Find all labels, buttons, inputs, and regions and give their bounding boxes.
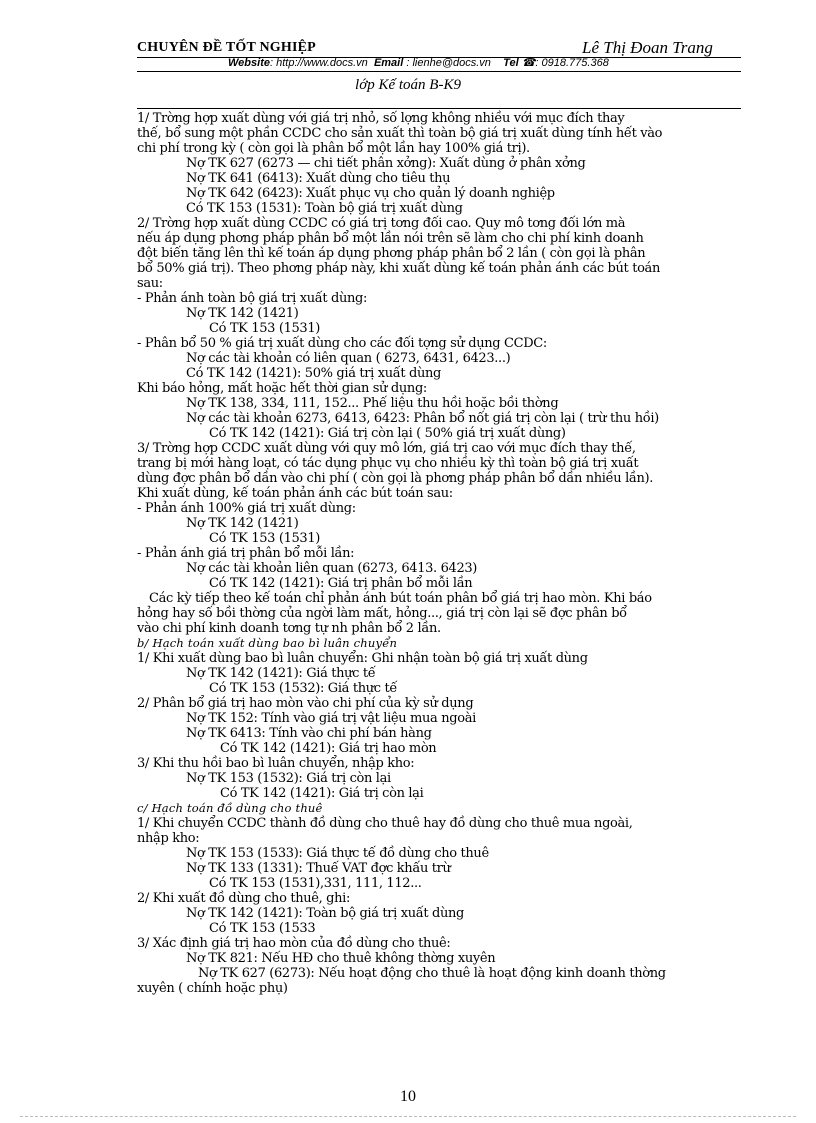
text-line: Nợ TK 153 (1532): Giá trị còn lại — [186, 771, 391, 786]
text-line: Có TK 142 (1421): 50% giá trị xuất dùng — [186, 366, 441, 381]
document-body — [137, 111, 741, 996]
text-line: 2/ Phân bổ giá trị hao mòn vào chi phí của kỳ sử dụng — [137, 696, 474, 711]
text-line: 3/ Khi thu hồi bao bì luân chuyển, nhập kho: — [137, 756, 415, 771]
text-line: vào chi phí kinh doanh tơng tự nh phân bổ 2 lần. — [137, 621, 441, 636]
text-line: - Phản ánh giá trị phân bổ mỗi lần: — [137, 546, 355, 561]
text-line: Có TK 153 (1531),331, 111, 112... — [209, 876, 422, 891]
text-line: Nợ các tài khoản có liên quan ( 6273, 6431, 6423...) — [186, 351, 511, 366]
section-heading: b/ Hạch toán xuất dùng bao bì luân chuyển — [137, 636, 398, 650]
text-line: - Phân bổ 50 % giá trị xuất dùng cho các đối tợng sử dụng CCDC: — [137, 336, 547, 351]
text-line: Nợ TK 133 (1331): Thuế VAT đợc khấu trừ — [186, 861, 451, 876]
text-line: Nợ các tài khoản 6273, 6413, 6423: Phân bổ nốt giá trị còn lại ( trừ thu hồi) — [186, 411, 659, 426]
text-line: Nợ TK 142 (1421): Toàn bộ giá trị xuất dùng — [186, 906, 465, 921]
text-line: Có TK 142 (1421): Giá trị còn lại ( 50% giá trị xuất dùng) — [209, 426, 566, 441]
text-line: Nợ TK 627 (6273): Nếu hoạt động cho thuê là hoạt động kinh doanh thờng — [198, 966, 666, 981]
text-line: Nợ TK 642 (6423): Xuất phục vụ cho quản lý doanh nghiệp — [186, 186, 555, 201]
text-line: Nợ TK 142 (1421) — [186, 306, 299, 321]
text-line: chi phí trong kỳ ( còn gọi là phân bổ một lần hay 100% giá trị). — [137, 141, 530, 156]
email-label: Email — [373, 57, 404, 69]
text-line: Khi xuất dùng, kế toán phản ánh các bút toán sau: — [137, 486, 453, 501]
text-line: Có TK 142 (1421): Giá trị hao mòn — [220, 741, 437, 756]
text-line: Nợ TK 641 (6413): Xuất dùng cho tiêu thụ — [186, 171, 451, 186]
tel-value: : 0918.775.368 — [535, 57, 609, 69]
text-line: 1/ Khi chuyển CCDC thành đồ dùng cho thuê hay đồ dùng cho thuê mua ngoài, — [137, 816, 633, 831]
tel-label: Tel — [503, 57, 519, 69]
body-rule — [137, 108, 741, 109]
text-line: hỏng hay số bồi thờng của ngời làm mất, hỏng..., giá trị còn lại sẽ đợc phân bổ — [137, 606, 627, 621]
text-line: Nợ TK 142 (1421): Giá thực tế — [186, 666, 376, 681]
text-line: nếu áp dụng phơng pháp phân bổ một lần nói trên sẽ làm cho chi phí kinh doanh — [137, 231, 644, 246]
text-line: trang bị mới hàng loạt, có tác dụng phục vụ cho nhiều kỳ thì toàn bộ giá trị xuất — [137, 456, 639, 471]
text-line: 3/ Trờng hợp CCDC xuất dùng với quy mô lớn, giá trị cao với mục đích thay thế, — [137, 441, 636, 456]
page-number: 10 — [400, 1088, 416, 1105]
text-line: Nợ TK 627 (6273 — chi tiết phân xởng): Xuất dùng ở phân xởng — [186, 156, 586, 171]
text-line: Nợ TK 152: Tính vào giá trị vật liệu mua ngoài — [186, 711, 476, 726]
text-line: Các kỳ tiếp theo kế toán chỉ phản ánh bút toán phân bổ giá trị hao mòn. Khi báo — [149, 591, 652, 606]
text-line: Có TK 153 (1531) — [209, 531, 320, 546]
text-line: Có TK 153 (1533 — [209, 921, 316, 936]
header-contact — [228, 56, 609, 69]
text-line: Có TK 153 (1532): Giá thực tế — [209, 681, 397, 696]
header-author: Lê Thị Đoan Trang — [582, 38, 713, 57]
text-line: Có TK 142 (1421): Giá trị phân bổ mỗi lần — [209, 576, 473, 591]
text-line: xuyên ( chính hoặc phụ) — [137, 981, 288, 996]
text-line: dùng đợc phân bổ dần vào chi phí ( còn gọi là phơng pháp phân bổ dần nhiều lần). — [137, 471, 654, 486]
text-line: Nợ TK 153 (1533): Giá thực tế đồ dùng cho thuê — [186, 846, 489, 861]
text-line: nhập kho: — [137, 831, 200, 846]
text-line: sau: — [137, 276, 163, 291]
phone-icon: ☎ — [521, 57, 536, 69]
text-line: Nợ TK 821: Nếu HĐ cho thuê không thờng xuyên — [186, 951, 496, 966]
text-line: Có TK 153 (1531) — [209, 321, 320, 336]
website-value: : http://www.docs.vn — [269, 57, 368, 69]
text-line: Nợ các tài khoản liên quan (6273, 6413. 6423) — [186, 561, 478, 576]
text-line: 2/ Trờng hợp xuất dùng CCDC có giá trị tơng đối cao. Quy mô tơng đối lớn mà — [137, 216, 626, 231]
text-line: Nợ TK 6413: Tính vào chi phí bán hàng — [186, 726, 432, 741]
header-title: CHUYÊN ĐỀ TỐT NGHIỆP — [137, 40, 316, 55]
footer-rule — [20, 1116, 796, 1117]
text-line: đột biến tăng lên thì kế toán áp dụng phơng pháp phân bổ 2 lần ( còn gọi là phân — [137, 246, 646, 261]
text-line: 2/ Khi xuất đồ dùng cho thuê, ghi: — [137, 891, 350, 906]
text-line: Có TK 142 (1421): Giá trị còn lại — [220, 786, 424, 801]
email-value: : lienhe@docs.vn — [406, 57, 491, 69]
section-heading: c/ Hạch toán đồ dùng cho thuê — [137, 801, 323, 815]
text-line: 1/ Trờng hợp xuất dùng với giá trị nhỏ, số lợng không nhiều với mục đích thay — [137, 111, 625, 126]
text-line: - Phản ánh 100% giá trị xuất dùng: — [137, 501, 356, 516]
website-label: Website — [228, 57, 270, 69]
header-rule-bottom — [137, 71, 741, 72]
text-line: bổ 50% giá trị). Theo phơng pháp này, khi xuất dùng kế toán phản ánh các bút toán — [137, 261, 660, 276]
text-line: 1/ Khi xuất dùng bao bì luân chuyển: Ghi nhận toàn bộ giá trị xuất dùng — [137, 651, 588, 666]
text-line: Nợ TK 142 (1421) — [186, 516, 299, 531]
text-line: Nợ TK 138, 334, 111, 152... Phế liệu thu hồi hoặc bồi thờng — [186, 396, 559, 411]
text-line: thế, bổ sung một phần CCDC cho sản xuất thì toàn bộ giá trị xuất dùng tính hết vào — [137, 126, 663, 141]
text-line: Khi báo hỏng, mất hoặc hết thời gian sử dụng: — [137, 381, 427, 396]
header-class: lớp Kế toán B-K9 — [355, 77, 461, 93]
text-line: 3/ Xác định giá trị hao mòn của đồ dùng cho thuê: — [137, 936, 451, 951]
text-line: - Phản ánh toàn bộ giá trị xuất dùng: — [137, 291, 368, 306]
text-line: Có TK 153 (1531): Toàn bộ giá trị xuất dùng — [186, 201, 463, 216]
